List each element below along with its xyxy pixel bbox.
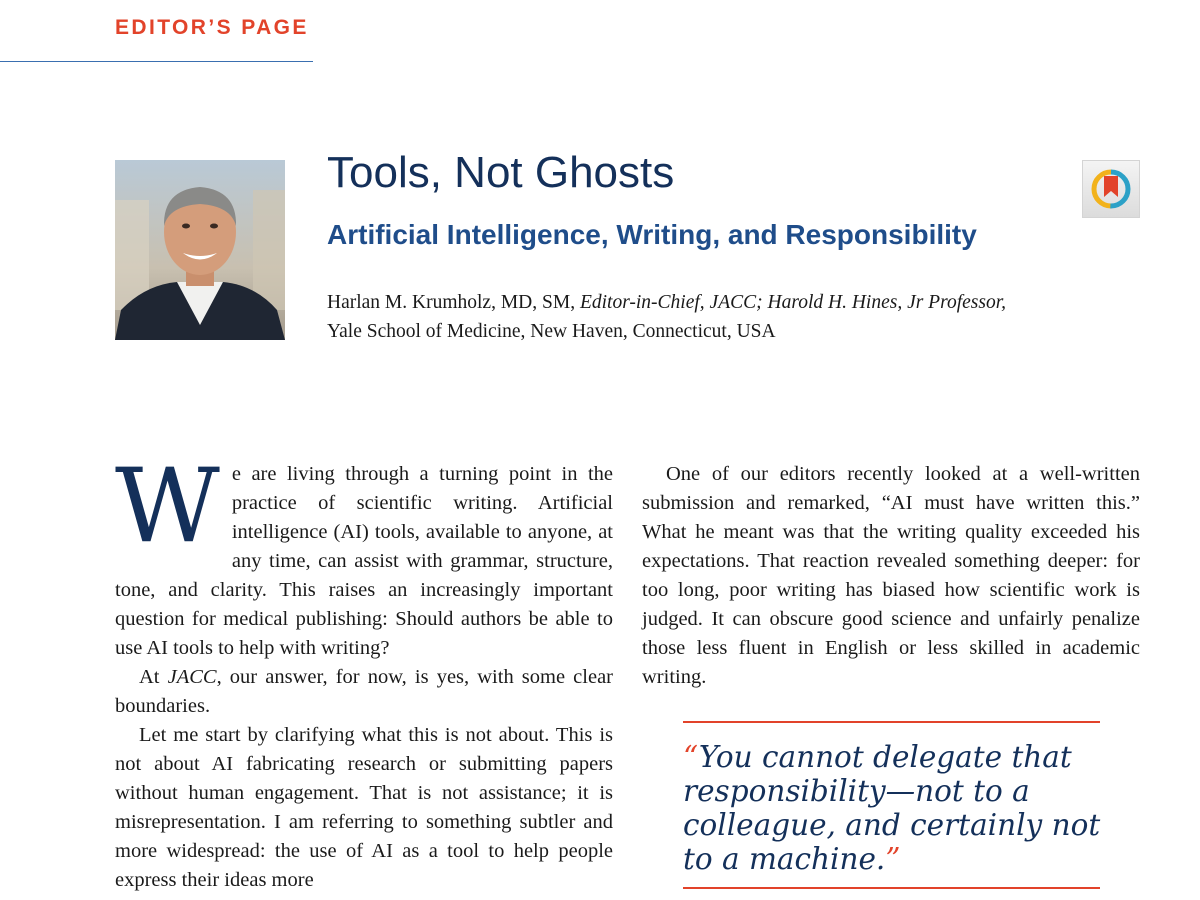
section-label: EDITOR’S PAGE <box>115 16 309 39</box>
body-paragraph <box>115 663 613 721</box>
body-paragraph <box>115 447 613 663</box>
body-paragraph: One of our editors recently looked at a well-written submission and remarked, “AI must have written this.” What he meant was that the writing quality exceeded his expectations. That reaction revealed something deeper: for too long, poor writing has biased how scientific work is judged. It can obscure good science and unfairly penalize those less fluent in English or less skilled in academic writing. <box>642 463 1140 688</box>
article-subtitle: Artificial Intelligence, Writing, and Responsibility <box>327 219 977 250</box>
pull-quote-text: You cannot delegate that responsibility—not to a colleague, and certainly not to a machine. <box>683 740 1101 876</box>
author-affiliation <box>327 288 1107 346</box>
section-divider <box>0 61 313 62</box>
author-institution: Yale School of Medicine, New Haven, Connecticut, USA <box>327 321 776 342</box>
bookmark-check-updates-icon <box>1083 161 1139 217</box>
article-title: Tools, Not Ghosts <box>327 148 675 197</box>
pullquote-rule-top <box>683 721 1100 723</box>
close-quote: ” <box>885 842 901 876</box>
paragraph-text: At <box>139 666 168 688</box>
open-quote: “ <box>683 740 699 774</box>
body-column-right <box>642 460 1140 692</box>
paragraph-text: e are living through a turning point in the practice of scientific writing. Artificial intelligence (AI) tools, available to anyone, at any time, can assist with grammar, structure, tone, and clarity. This raises an increasingly important question for medical publishing: Should authors be able to use AI tools to help with writing? <box>115 463 613 659</box>
pull-quote <box>683 740 1113 876</box>
paragraph-text: , our answer, for now, is yes, with some clear boundaries. <box>115 666 613 717</box>
author-role: Editor-in-Chief, JACC; Harold H. Hines, Jr Professor, <box>579 292 1007 313</box>
body-paragraph: Let me start by clarifying what this is not about. This is not about AI fabricating research or submitting papers without human engagement. That is not assistance; it is misrepresentation. I am referring to something subtler and more widespread: the use of AI as a tool to help people express their ideas more <box>115 724 613 891</box>
author-name: Harlan M. Krumholz, MD, SM, <box>327 292 576 313</box>
author-photo <box>115 160 285 340</box>
body-column-left <box>115 447 613 895</box>
journal-name: JACC <box>167 666 217 688</box>
drop-cap: W <box>115 447 220 566</box>
pullquote-rule-bottom <box>683 887 1100 889</box>
check-for-updates-badge[interactable] <box>1082 160 1140 218</box>
